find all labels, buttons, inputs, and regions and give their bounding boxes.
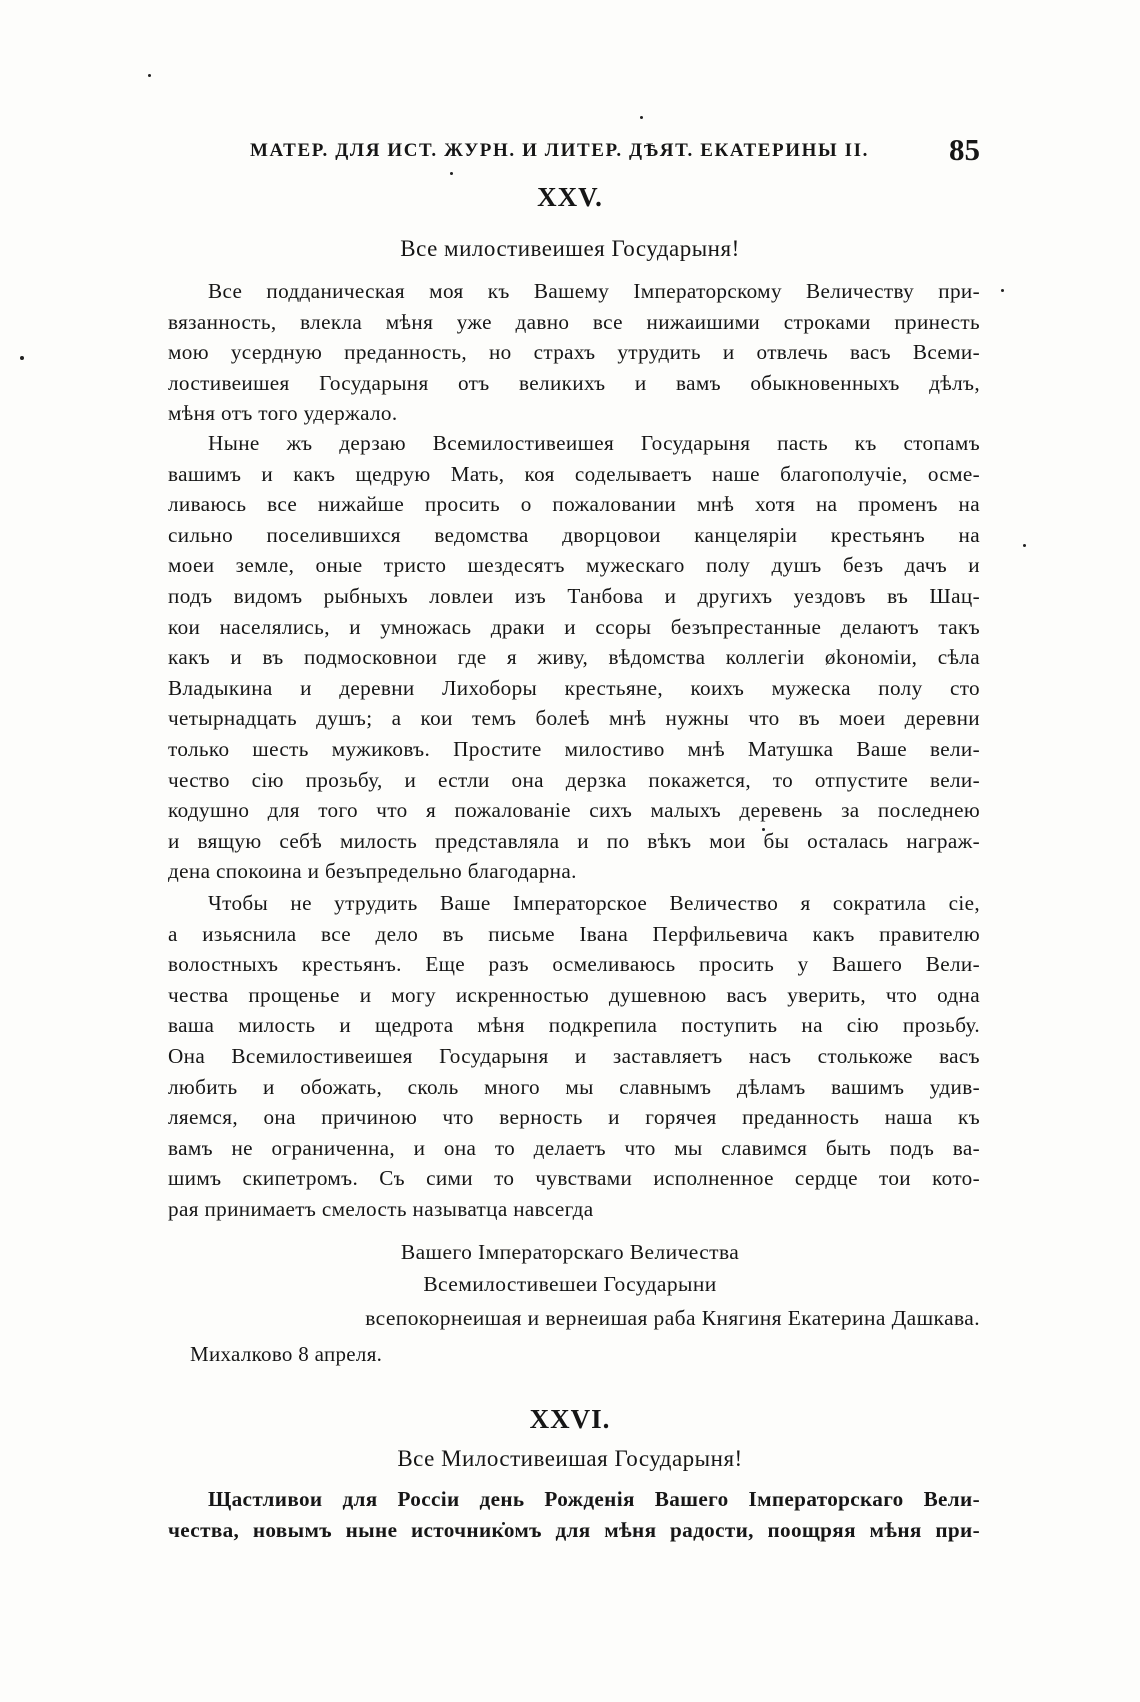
text-line: вашимъ и какъ щедрую Мать, коя соделываетъ наше благополучіе, осме- — [168, 461, 980, 486]
print-speck — [1001, 289, 1004, 292]
text-line: подъ видомъ рыбныхъ ловлеи изъ Танбова и другихъ уездовъ въ Шац- — [168, 583, 980, 608]
letter-number: XXVI. — [529, 1404, 611, 1434]
text-line: Она Всемилостивеишея Государыня и заставляетъ насъ столькоже васъ — [168, 1043, 980, 1068]
print-speck — [1023, 544, 1026, 547]
text-line: шимъ скипетромъ. Съ сими то чувствами исполненное сердце тои кото- — [168, 1166, 980, 1191]
print-speck — [148, 74, 151, 77]
text-line: дена спокоина и безъпредельно благодарна. — [168, 859, 577, 884]
text-line: какъ и въ подмосковнои где я живу, вѣдомства коллегіи økономіи, сѣла — [168, 645, 980, 670]
letter-paragraph — [168, 276, 980, 429]
text-line: и вящую себѣ милость представляла и по вѣкъ мои бы осталась награж- — [168, 828, 980, 853]
text-line: лостивеишея Государыня отъ великихъ и вамъ обыкновенныхъ дѣлъ, — [168, 370, 980, 395]
text-line: кодушно для того что я пожалованіе сихъ малыхъ деревень за последнею — [168, 798, 980, 823]
text-line: вамъ не ограниченна, и она то делаетъ что мы славимся быть подъ ва- — [168, 1135, 980, 1160]
text-line: мѣня отъ того удержало. — [168, 401, 398, 426]
dateline: Михалково 8 апреля. — [190, 1342, 383, 1366]
text-line: ваша милость и щедрота мѣня подкрепила поступить на сію прозьбу. — [168, 1013, 980, 1038]
text-line: сильно поселившихся ведомства дворцовои канцеляріи крестьянъ на — [168, 522, 980, 547]
closing-line: Вашего Імператорскаго Величества — [400, 1240, 740, 1264]
text-line: Все подданическая моя къ Вашему Імператорскому Величеству при- — [208, 279, 980, 303]
text-line: только шесть мужиковъ. Простите милостиво мнѣ Матушка Ваше вели- — [168, 736, 980, 761]
text-line: рая принимаетъ смелость называтца навсегда — [168, 1196, 594, 1221]
print-speck — [20, 356, 24, 360]
text-line: чество сію прозьбу, и естли она дерзка покажется, то отпустите вели- — [168, 767, 980, 792]
letter-paragraph — [168, 888, 980, 1225]
text-line: чества прощенье и могу искренностью душевною васъ уверить, что одна — [168, 982, 980, 1007]
print-speck — [640, 116, 643, 119]
letter-paragraph — [168, 428, 980, 887]
closing-line: Всемилостивешеи Государыни — [423, 1272, 717, 1296]
text-line: любить и обожать, сколь много мы славнымъ дѣламъ вашимъ удив- — [168, 1074, 980, 1099]
text-line: волостныхъ крестьянъ. Еще разъ осмеливаюсь просить у Вашего Вели- — [168, 952, 980, 977]
text-line: Ныне жъ дерзаю Всемилостивеишея Государыня пасть къ стопамъ — [208, 431, 980, 455]
print-speck — [450, 172, 453, 175]
text-line: мою усердную преданность, но страхъ утрудить и отвлечь васъ Всеми- — [168, 340, 980, 365]
text-line: кои населялись, и умножась драки и ссоры безъпрестанные делаютъ такъ — [168, 614, 980, 639]
text-line: ляемся, она причиною что верность и горячея преданность наша къ — [168, 1105, 980, 1130]
page-number: 85 — [949, 132, 980, 167]
text-line: а изьяснила все дело въ письме Івана Перфильевича какъ правителю — [168, 921, 980, 946]
text-line: моеи земле, оные тристо шездесятъ мужескаго полу душъ безъ дачъ и — [168, 553, 980, 578]
text-line: вязанность, влекла мѣня уже давно все нижаишими строками принесть — [168, 309, 980, 334]
text-line: Щастливои для Россіи день Рожденія Вашего Імператорскаго Вели- — [208, 1487, 980, 1511]
letter-salutation: Все Милостивеишая Государыня! — [397, 1446, 743, 1471]
letter-salutation: Все милостивеишея Государыня! — [400, 236, 740, 261]
letter-paragraph — [168, 1484, 980, 1545]
running-head — [240, 132, 980, 168]
text-line: ливаюсь все нижайше просить о пожаловании мнѣ хотя на променъ на — [168, 492, 980, 517]
signature: всепокорнеишая и вернеишая раба Княгиня Екатерина Дашкава. — [365, 1306, 980, 1330]
text-line: чества, новымъ ныне источникомъ для мѣня радости, поощряя мѣня при- — [168, 1517, 980, 1542]
letter-number: XXV. — [537, 182, 603, 212]
running-title: МАТЕР. ДЛЯ ИСТ. ЖУРН. И ЛИТЕР. ДѢЯТ. ЕКАТЕРИНЫ II. — [250, 140, 869, 161]
text-line: Владыкина и деревни Лихоборы крестьяне, коихъ мужеска полу сто — [168, 675, 980, 700]
text-line: четырнадцать душъ; а кои темъ болеѣ мнѣ нужны что въ моеи деревни — [168, 706, 980, 731]
text-line: Чтобы не утрудить Ваше Імператорское Величество я сократила сіе, — [208, 891, 980, 915]
